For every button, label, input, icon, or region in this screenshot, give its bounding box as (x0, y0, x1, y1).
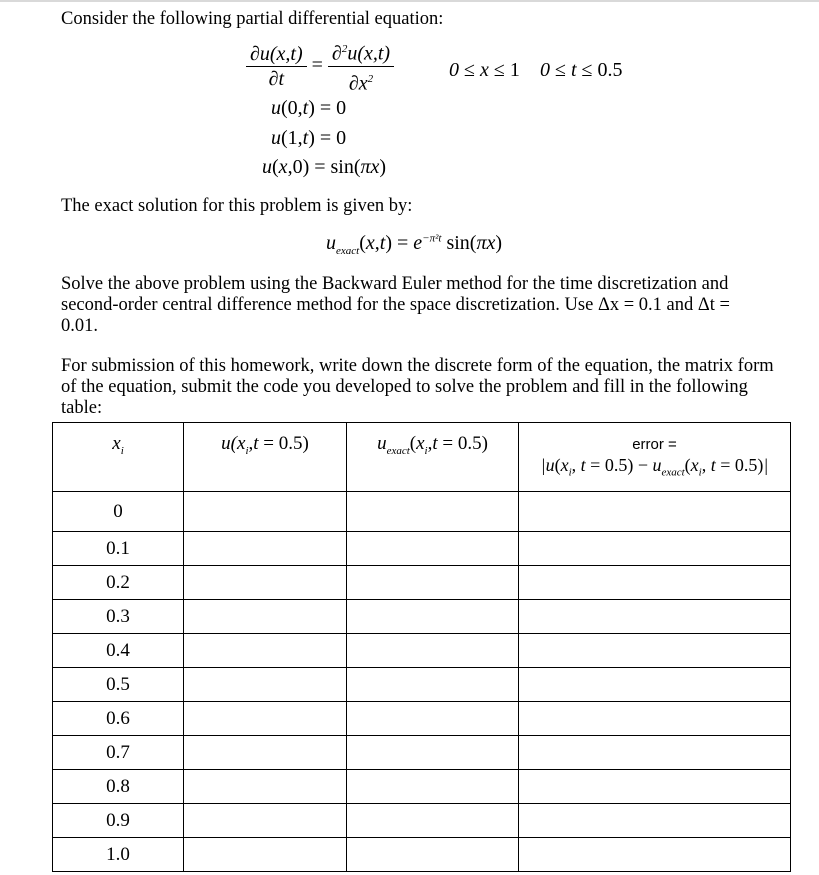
u-exact-cell (347, 804, 519, 838)
u-exact-cell (347, 532, 519, 566)
boundary-condition-right: u(1,t) = 0 (271, 127, 347, 149)
xi-cell: 0.3 (53, 600, 184, 634)
u-numeric-cell (184, 838, 347, 872)
u-exact-cell (347, 736, 519, 770)
table-row (53, 804, 791, 838)
table-row (53, 492, 791, 532)
pde-equation: $\frac{\partial u(x,t)}{\partial t}$ = $\frac{\partial^2u(x,t)}{\partial x^2}$ (246, 38, 394, 94)
u-exact-cell (347, 702, 519, 736)
error-cell (519, 702, 791, 736)
xi-cell: 0 (53, 492, 184, 532)
table-row (53, 668, 791, 702)
table-header-row (53, 423, 791, 492)
table-row (53, 770, 791, 804)
error-cell (519, 736, 791, 770)
intro-text: Consider the following partial differential equation: (61, 9, 444, 29)
error-cell (519, 668, 791, 702)
error-cell (519, 566, 791, 600)
header-u-numeric: $u(x_i,t = 0.5)$ (184, 423, 347, 492)
xi-cell: 0.6 (53, 702, 184, 736)
u-exact-cell (347, 770, 519, 804)
xi-cell: 0.9 (53, 804, 184, 838)
table-row (53, 566, 791, 600)
u-numeric-cell (184, 566, 347, 600)
error-cell (519, 600, 791, 634)
exact-intro-text: The exact solution for this problem is given by: (61, 196, 413, 216)
u-exact-cell (347, 668, 519, 702)
xi-cell: 0.4 (53, 634, 184, 668)
u-numeric-cell (184, 532, 347, 566)
domain-x: 0 ≤ x ≤ 1 (449, 59, 520, 81)
xi-cell: 0.2 (53, 566, 184, 600)
u-numeric-cell (184, 492, 347, 532)
u-numeric-cell (184, 702, 347, 736)
table-row (53, 736, 791, 770)
exact-solution-formula: $u_{exact}(x,t) = e^{-\pi^2t}$ sin(πx) (326, 232, 503, 257)
u-exact-cell (347, 566, 519, 600)
u-exact-cell (347, 600, 519, 634)
instructions-text: Solve the above problem using the Backward Euler method for the time discretization and second-order central difference method for the space discretization. Use Δx = 0.1 and Δt = 0.01. (61, 274, 730, 336)
results-table (52, 422, 791, 872)
u-numeric-cell (184, 736, 347, 770)
xi-cell: 0.1 (53, 532, 184, 566)
table-row (53, 634, 791, 668)
error-cell (519, 770, 791, 804)
xi-cell: 0.5 (53, 668, 184, 702)
table-row (53, 532, 791, 566)
header-u-exact: $u_{exact}(x_i,t = 0.5)$ (347, 423, 519, 492)
initial-condition: u(x,0) = sin(πx) (262, 156, 387, 178)
u-exact-cell (347, 634, 519, 668)
u-numeric-cell (184, 668, 347, 702)
xi-cell: 0.8 (53, 770, 184, 804)
u-numeric-cell (184, 804, 347, 838)
error-cell (519, 532, 791, 566)
xi-cell: 1.0 (53, 838, 184, 872)
u-exact-cell (347, 838, 519, 872)
table-row (53, 600, 791, 634)
table-row (53, 702, 791, 736)
xi-cell: 0.7 (53, 736, 184, 770)
error-cell (519, 804, 791, 838)
boundary-condition-left: u(0,t) = 0 (271, 97, 347, 119)
table-row (53, 838, 791, 872)
header-xi: $x_i$ (53, 423, 184, 492)
domain-t: 0 ≤ t ≤ 0.5 (540, 59, 623, 81)
u-numeric-cell (184, 600, 347, 634)
page-top-border (0, 0, 819, 2)
error-cell (519, 492, 791, 532)
submission-text: For submission of this homework, write down the discrete form of the equation, the matrix form of the equation, submit the code you developed to solve the problem and fill in the following table: (61, 356, 774, 418)
u-numeric-cell (184, 770, 347, 804)
u-numeric-cell (184, 634, 347, 668)
error-cell (519, 634, 791, 668)
u-exact-cell (347, 492, 519, 532)
header-error: error = $|u(x_i$, $t = 0.5) - u_{exact}(x_i$, t = 0.5)| (519, 423, 791, 492)
error-cell (519, 838, 791, 872)
